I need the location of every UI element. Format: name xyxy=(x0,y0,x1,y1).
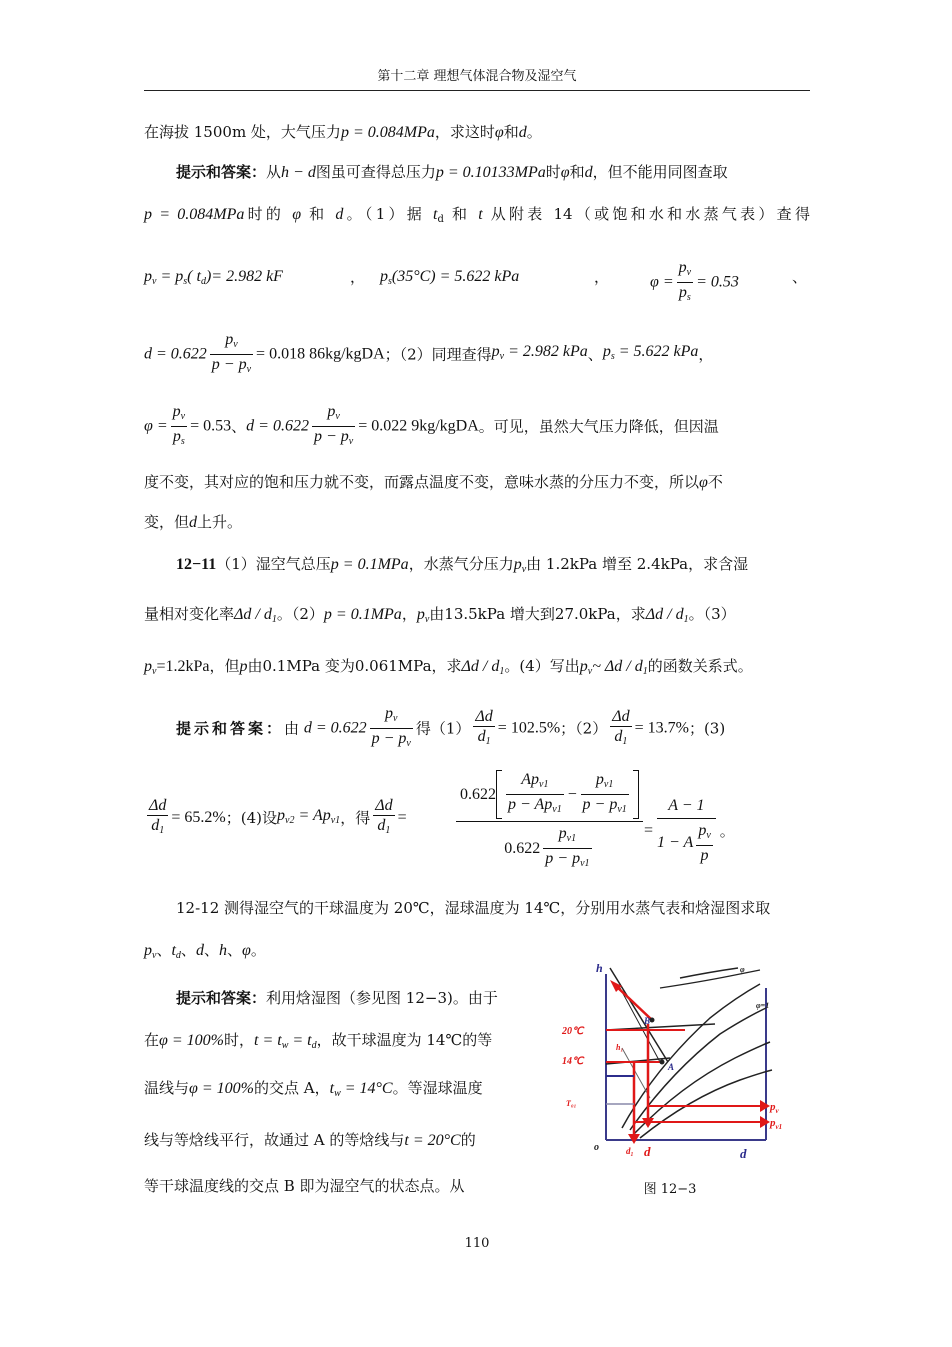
math: d xyxy=(584,164,593,181)
eq-phi: φ = $\frac{p_v}{p_s}$ = 0.53 xyxy=(650,259,739,303)
text: 和 xyxy=(503,123,519,141)
fraction: $\frac{\Delta d}{d_1}$ xyxy=(149,797,167,836)
math: $p_{v2} = Ap_{v1}$ xyxy=(277,806,341,826)
point-b xyxy=(650,1018,655,1023)
hd-chart-figure xyxy=(560,958,786,1168)
math: $p_v = 2.982$ kPa xyxy=(491,343,588,362)
math: = 102.5% xyxy=(497,719,561,737)
math: = 65.2% xyxy=(171,809,226,826)
header-title: 第十二章 理想气体混合物及湿空气 xyxy=(377,69,577,84)
hint-line xyxy=(144,1078,526,1104)
text: 12-12 测得湿空气的干球温度为 20℃，湿球温度为 14℃，分别用水蒸气表和焓湿图求取 xyxy=(176,899,771,917)
text: （1）湿空气总压 xyxy=(216,555,331,573)
math: d xyxy=(518,124,527,141)
eq-pv: $p_v = p_s$( $t_d)= 2.982$ kF xyxy=(144,268,283,287)
text: 、 xyxy=(156,941,172,959)
separator: 、 xyxy=(587,345,603,364)
subscript: d xyxy=(437,214,444,225)
hint-line xyxy=(144,988,526,1008)
math: $p_v$ xyxy=(144,942,157,961)
text: ，故干球温度为 14℃的等 xyxy=(316,1031,493,1049)
figure-caption: 图 12−3 xyxy=(643,1182,697,1197)
hint-line xyxy=(144,204,810,230)
text: 利用焓湿图（参见图 12−3)。由于 xyxy=(266,989,498,1007)
hint-line xyxy=(144,704,810,750)
text: 和 xyxy=(309,205,328,223)
problem-line xyxy=(144,656,810,682)
problem-line xyxy=(144,604,810,630)
label-t20: 20℃ xyxy=(562,1026,584,1037)
label-phi: φ xyxy=(740,965,745,974)
equation-line xyxy=(144,770,810,880)
text: ；(3) xyxy=(688,719,726,738)
math: $p_v$ xyxy=(416,606,430,625)
label-h1: h₁ xyxy=(616,1043,624,1052)
hint-label: 提示和答案： xyxy=(176,163,267,181)
equation-line xyxy=(144,402,810,446)
page-number: 110 xyxy=(464,1236,490,1251)
math: φ = 100% xyxy=(189,1080,254,1097)
math: $t = t_w = t_d$ xyxy=(254,1032,317,1051)
math: p = 0.1MPa xyxy=(323,606,402,623)
fraction: $\frac{\Delta d}{d_1}$ xyxy=(612,707,630,747)
math: t xyxy=(433,206,438,223)
math: t = 20°C xyxy=(404,1132,461,1149)
math: $p_v\sim$ Δd / $d_1$ xyxy=(579,658,648,677)
math: φ xyxy=(699,474,708,491)
math: Δd / $d_1$ xyxy=(234,606,277,625)
hint-line xyxy=(144,1176,526,1196)
text: 。(4）写出 xyxy=(504,657,580,675)
text: 变，但 xyxy=(144,513,190,531)
hint-line xyxy=(144,472,810,493)
math: φ = xyxy=(144,417,168,435)
equation-line xyxy=(144,258,810,302)
text: 温线与 xyxy=(144,1079,190,1097)
text: 、 xyxy=(226,941,242,959)
text: 由 1.2kPa 增至 2.4kPa，求含湿 xyxy=(526,555,749,573)
math: p = 0.084MPa xyxy=(340,124,435,141)
equation-line xyxy=(144,330,810,374)
label-t14: 14℃ xyxy=(562,1056,584,1067)
math: p = 0.10133MPa xyxy=(435,164,546,181)
label-phi1: φ=1 xyxy=(756,1001,770,1010)
text: 不 xyxy=(707,473,723,491)
equation-tail xyxy=(644,796,735,865)
text: ，但 xyxy=(209,657,240,675)
label-b: B xyxy=(644,1016,651,1026)
math: φ xyxy=(560,164,570,181)
text: 。可见，虽然大气压力降低，但因温 xyxy=(478,417,719,436)
math: $p_s = 5.622$ kPa xyxy=(602,343,699,362)
text: 度不变，其对应的饱和压力就不变，而露点温度不变，意味水蒸的分压力不变，所以 xyxy=(144,473,700,491)
math: = xyxy=(397,809,407,826)
page-header xyxy=(144,66,810,91)
hint-line xyxy=(144,1030,526,1056)
fraction: $\frac{p_v}{p - p_v}$ xyxy=(371,705,411,749)
math: = 13.7% xyxy=(634,719,689,737)
math: $p_v$ xyxy=(144,658,157,677)
text: ， xyxy=(401,605,417,623)
label-d1: d₁ xyxy=(626,1146,634,1156)
text: 得（1） xyxy=(415,719,471,738)
separator: ， xyxy=(698,345,714,364)
text: 上升。 xyxy=(197,513,243,531)
math: $t_d$ xyxy=(171,942,181,961)
hint-line xyxy=(144,512,810,533)
text: 时 xyxy=(545,163,561,181)
text: 。 xyxy=(250,941,266,959)
math: $t_w = 14^\circ C$ xyxy=(329,1080,393,1099)
problem-number: 12−11 xyxy=(176,556,217,573)
label-d-axis: d xyxy=(740,1146,747,1161)
math: φ xyxy=(292,206,302,223)
math: d = 0.622 xyxy=(303,719,367,737)
text: 的 xyxy=(460,1131,476,1149)
separator: 、 xyxy=(792,268,808,286)
fraction: $\frac{p_v}{p - p_v}$ xyxy=(211,331,252,375)
text: 线与等焓线平行，故通过 A 的等焓线与 xyxy=(144,1131,405,1149)
text: 从附表 14（或饱和水和水蒸气表）查得 xyxy=(490,205,810,223)
math: p xyxy=(239,658,248,675)
math: φ xyxy=(494,124,504,141)
text: 、 xyxy=(203,941,219,959)
text: 在 xyxy=(144,1031,160,1049)
math: $p_v$ xyxy=(513,556,527,575)
label-d: d xyxy=(644,1144,651,1159)
text: 。（1）据 xyxy=(343,205,426,223)
point-a xyxy=(660,1060,665,1065)
text: ，但不能用同图查取 xyxy=(592,163,728,181)
math: p = 0.084MPa xyxy=(144,206,245,223)
math: Δd / $d_1$ xyxy=(645,606,689,625)
text: 在海拔 1500m 处，大气压力 xyxy=(144,123,341,141)
label-o: o xyxy=(594,1142,599,1153)
math: d = 0.622 xyxy=(144,345,207,363)
text: 。等湿球温度 xyxy=(392,1079,483,1097)
fraction: $\frac{p_v}{p - p_v}$ xyxy=(313,403,354,447)
math: φ xyxy=(241,942,251,959)
text: 的函数关系式。 xyxy=(647,657,753,675)
fraction: $\frac{p_v}{p_s}$ xyxy=(172,403,186,447)
problem-statement-line xyxy=(144,122,810,143)
text: 、 xyxy=(180,941,196,959)
label-h: h xyxy=(596,961,603,975)
text: 。 xyxy=(526,123,542,141)
math: d = 0.622 xyxy=(246,417,309,435)
fraction: $\frac{\Delta d}{d_1}$ xyxy=(475,707,493,747)
math: d xyxy=(189,514,198,531)
text: ；（2） xyxy=(560,719,608,738)
label-pv: $p_v$ xyxy=(770,1101,779,1115)
text: 时的 xyxy=(244,205,285,223)
text: 。（3） xyxy=(688,605,736,623)
math: h − d xyxy=(281,164,316,181)
text: ，求 xyxy=(431,657,462,675)
label-pv1: $p_{v1}$ xyxy=(770,1117,783,1131)
hint-line xyxy=(144,1130,526,1151)
text: ；（2）同理查得 xyxy=(384,345,492,364)
text: 由 xyxy=(284,719,300,738)
math: p = 0.1MPa xyxy=(330,556,409,573)
hint-label: 提示和答案： xyxy=(176,989,267,1007)
eq-ps: $p_s(35^\circ C) = 5.622$ kPa xyxy=(380,268,520,287)
text: 和 xyxy=(569,163,585,181)
text: 和 xyxy=(451,205,471,223)
math: = 0.022 9kg/kgDA xyxy=(358,417,479,435)
hint-label: 提示和答案： xyxy=(176,719,285,738)
text: 。 xyxy=(719,821,735,840)
math: h xyxy=(218,942,227,959)
math: Δd / $d_1$ xyxy=(461,658,505,677)
final-fraction: A − 1 1 − A $\frac{p_v}{p}$ xyxy=(657,796,716,865)
problem-line xyxy=(144,898,810,918)
label-td1: T₀₁ xyxy=(566,1099,577,1108)
math: = 0.53 xyxy=(190,417,232,435)
math: t xyxy=(478,206,483,223)
text: ；(4)设 xyxy=(225,809,277,827)
text: 的交点 A， xyxy=(254,1079,330,1097)
text: 由0.1MPa 变为0.061MPa xyxy=(247,657,432,675)
math: = xyxy=(644,821,654,839)
text: 量相对变化率 xyxy=(144,605,235,623)
text: ，得 xyxy=(340,809,371,827)
problem-line xyxy=(144,554,810,580)
text: 时， xyxy=(224,1031,255,1049)
text: 由13.5kPa 增大到27.0kPa，求 xyxy=(429,605,646,623)
text: 等干球温度线的交点 B 即为湿空气的状态点。从 xyxy=(144,1177,465,1195)
separator: 、 xyxy=(231,417,247,436)
text: 。（2） xyxy=(276,605,324,623)
separator: ， xyxy=(350,268,366,286)
math: =1.2kPa xyxy=(156,658,210,675)
text: ，水蒸气分压力 xyxy=(408,555,514,573)
fraction: $\frac{\Delta d}{d_1}$ xyxy=(375,797,393,836)
text: ，求这时 xyxy=(434,123,495,141)
math: = 0.018 86kg/kgDA xyxy=(256,345,385,363)
hint-line xyxy=(144,162,810,183)
big-fraction: 0.622 $\frac{Ap_{v1}}{p - Ap_{v1}}$ − $\frac{p_{v1}}{p - p_{v1}}$ 0.622 $\frac{p_{v1}}{p - p_{v1}}$ xyxy=(456,770,643,873)
separator: ， xyxy=(594,268,610,286)
equation-row xyxy=(144,796,407,840)
math: d xyxy=(335,206,344,223)
math: d xyxy=(195,942,204,959)
label-a: A xyxy=(668,1062,675,1072)
math: φ = 100% xyxy=(159,1032,224,1049)
text: 从 xyxy=(266,163,282,181)
text: 图虽可查得总压力 xyxy=(315,163,436,181)
